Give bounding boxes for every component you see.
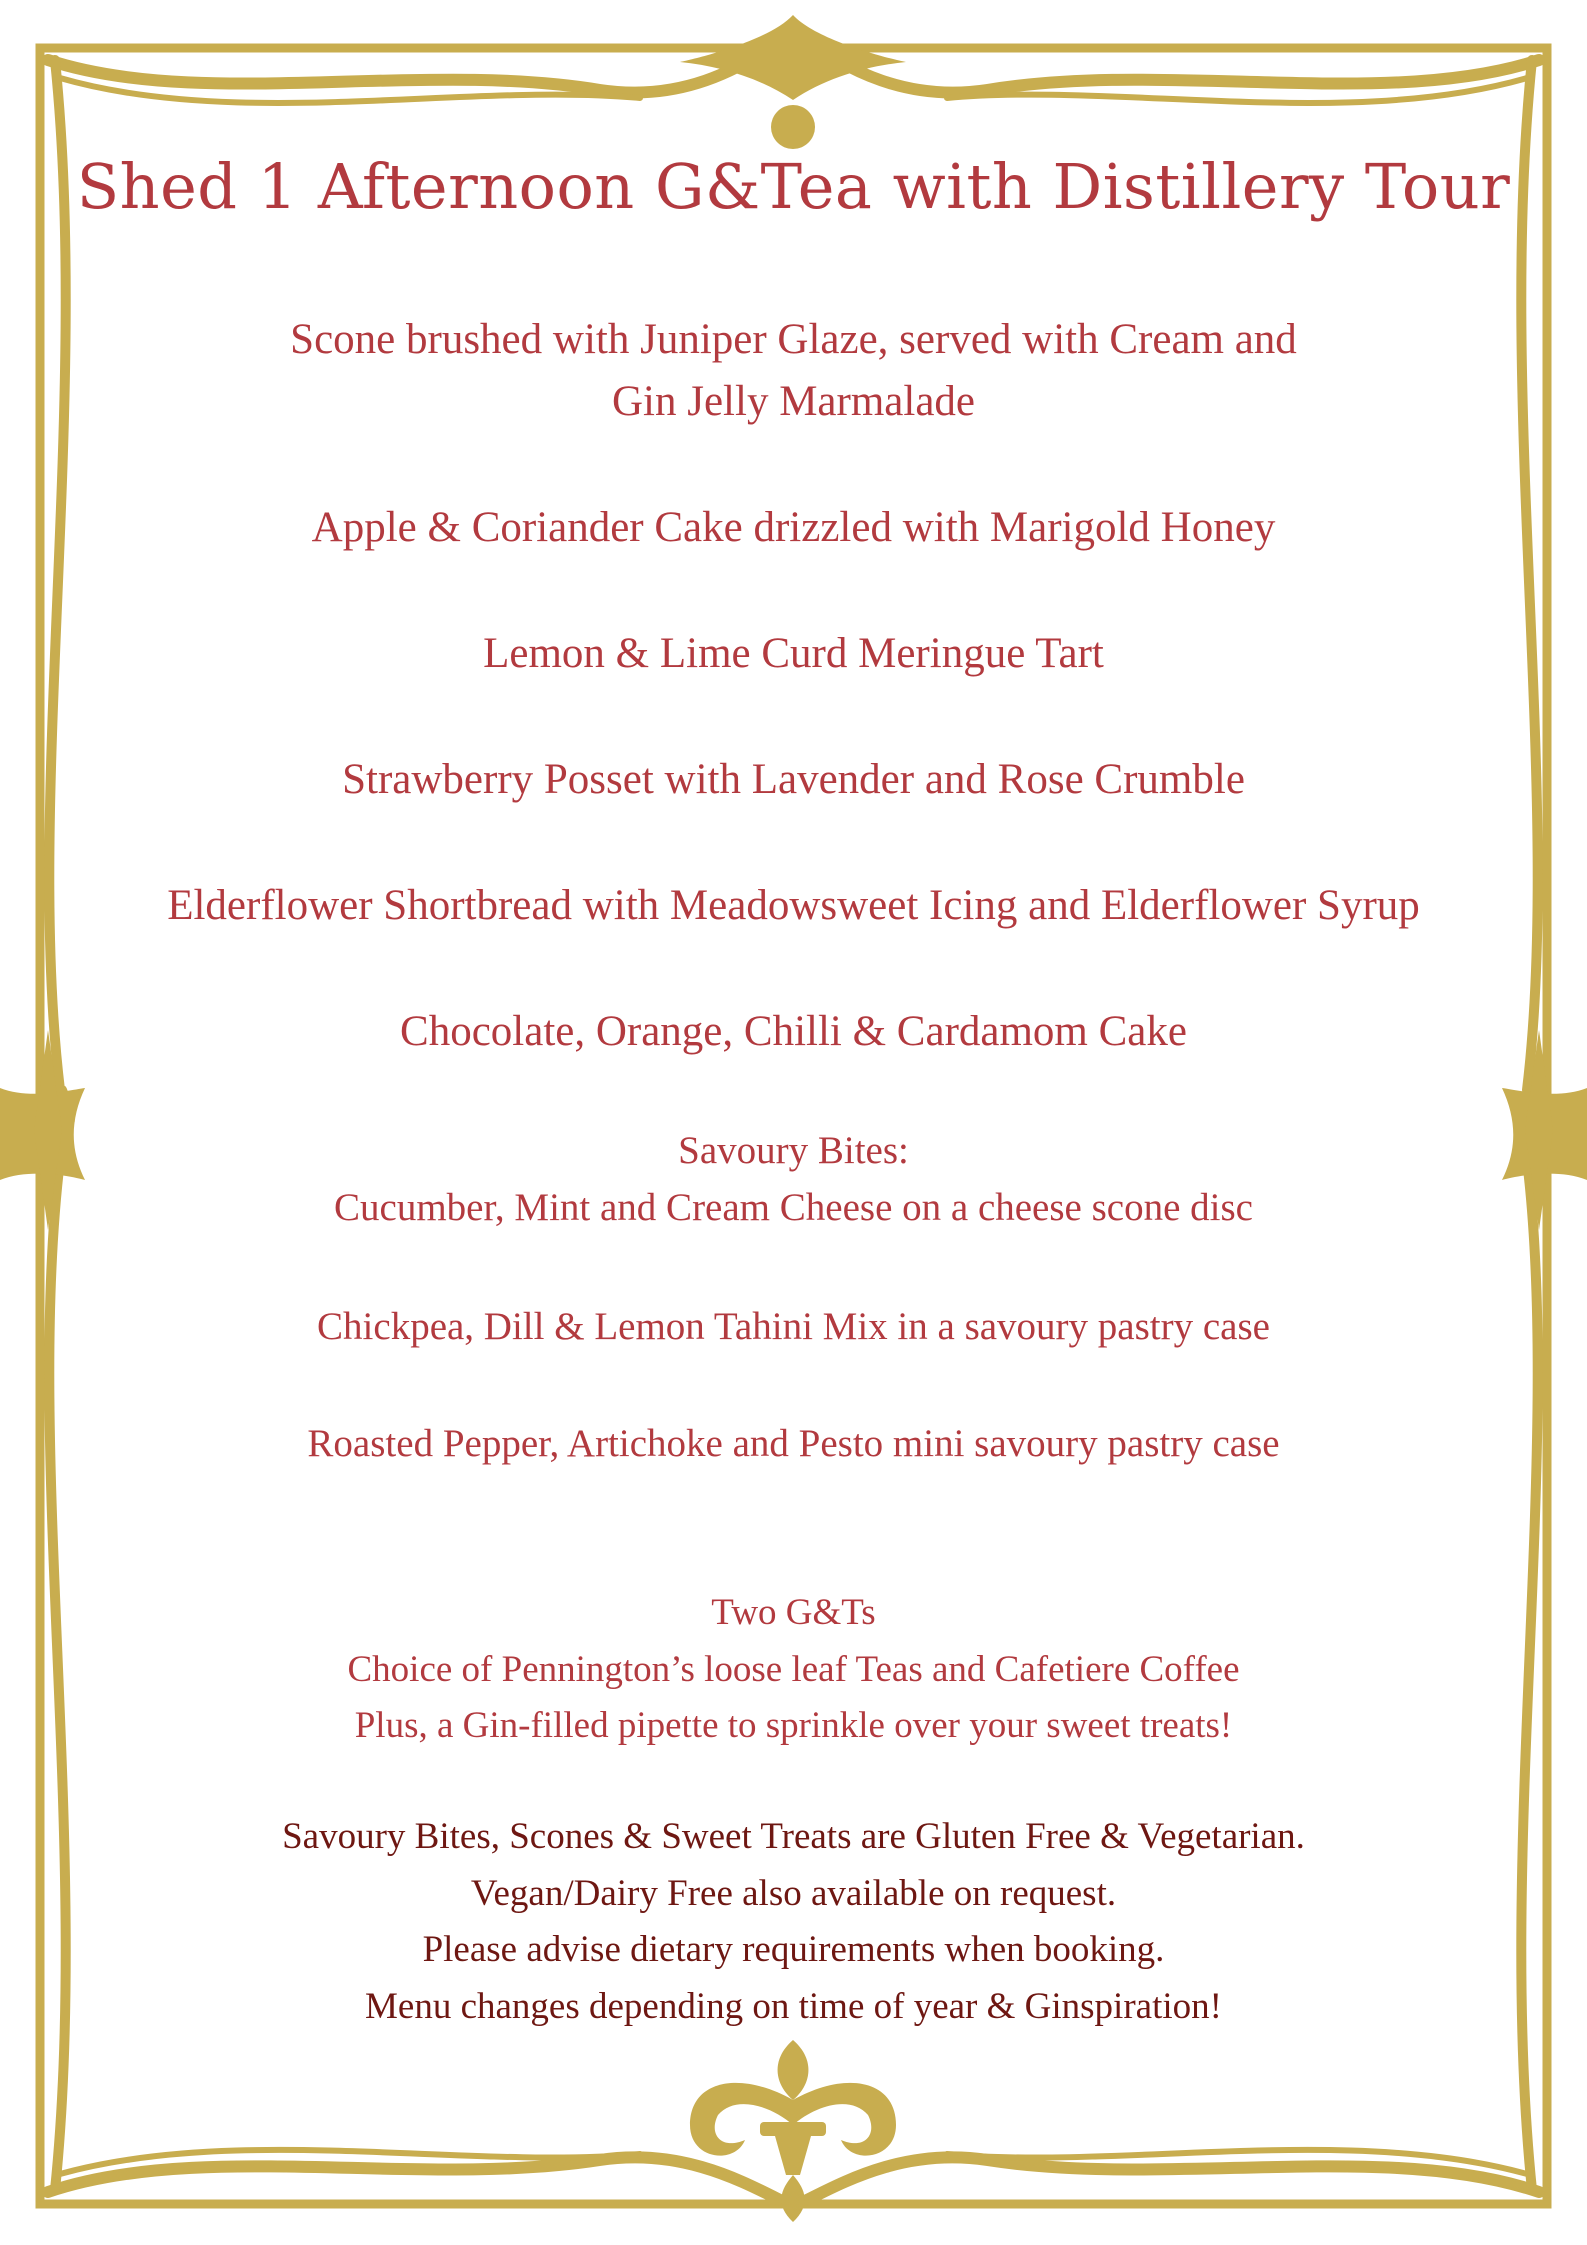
dietary-note: Savoury Bites, Scones & Sweet Treats are Gluten Free & Vegetarian. <box>282 1816 1305 1857</box>
menu-item-line: Apple & Coriander Cake drizzled with Marigold Honey <box>311 504 1276 551</box>
dietary-note: Please advise dietary requirements when booking. <box>422 1929 1165 1970</box>
menu-item-line: Scone brushed with Juniper Glaze, served with Cream and <box>290 316 1297 363</box>
frame-bottom-fleur-de-lis <box>690 2040 896 2222</box>
menu-item-posset <box>60 749 1527 811</box>
savoury-item: Roasted Pepper, Artichoke and Pesto mini savoury pastry case <box>307 1422 1280 1465</box>
drinks-line: Choice of Pennington’s loose leaf Teas and Cafetiere Coffee <box>347 1649 1240 1690</box>
dietary-note: Vegan/Dairy Free also available on request. <box>470 1873 1117 1914</box>
menu-item-apple-cake <box>60 497 1527 559</box>
page-title: Shed 1 Afternoon G&Tea with Distillery Tour <box>76 150 1511 223</box>
dietary-note: Menu changes depending on time of year & Ginspiration! <box>365 1986 1222 2027</box>
menu-item-line: Chocolate, Orange, Chilli & Cardamom Cake <box>400 1008 1187 1055</box>
menu-item-line: Strawberry Posset with Lavender and Rose Crumble <box>342 756 1245 803</box>
frame-bottom-right-swoop <box>807 2157 1539 2200</box>
menu-item-line: Gin Jelly Marmalade <box>611 378 975 425</box>
menu-item-scone <box>60 309 1527 433</box>
drinks-line: Plus, a Gin-filled pipette to sprinkle over your sweet treats! <box>354 1705 1233 1746</box>
savoury-item: Cucumber, Mint and Cream Cheese on a cheese scone disc <box>334 1186 1253 1229</box>
menu-item-shortbread <box>60 875 1527 937</box>
frame-bottom-left-swoop <box>48 2157 780 2200</box>
menu-item-line: Elderflower Shortbread with Meadowsweet Icing and Elderflower Syrup <box>167 882 1420 929</box>
savoury-item: Chickpea, Dill & Lemon Tahini Mix in a savoury pastry case <box>317 1305 1270 1348</box>
savoury-heading: Savoury Bites: <box>678 1129 909 1172</box>
menu-item-chocolate-cake <box>60 1001 1527 1063</box>
frame-top-center-ornament <box>680 15 906 100</box>
drinks-line: Two G&Ts <box>711 1592 876 1633</box>
menu-item-line: Lemon & Lime Curd Meringue Tart <box>483 630 1104 677</box>
menu-item-tart <box>60 623 1527 685</box>
